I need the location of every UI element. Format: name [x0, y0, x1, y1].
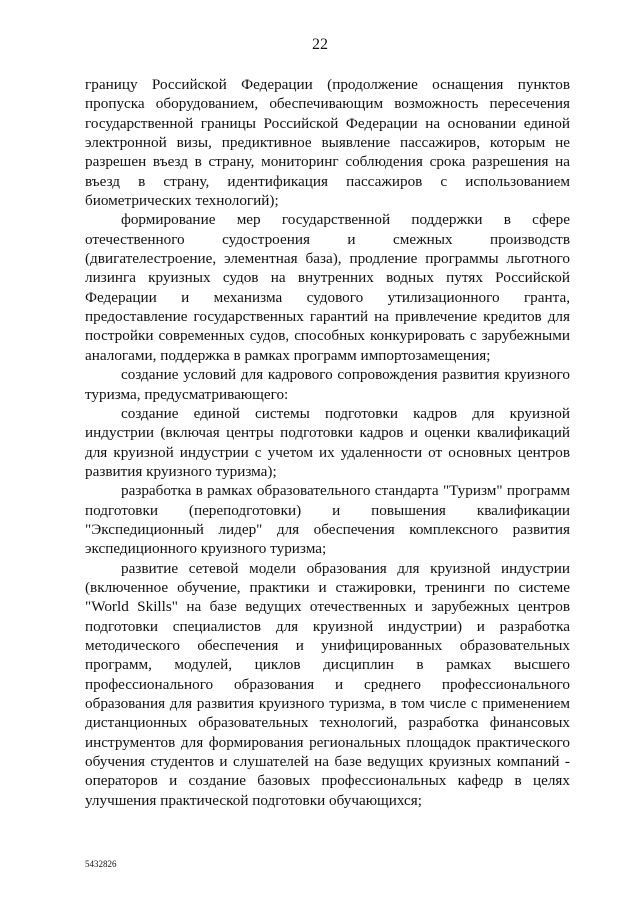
paragraph-network-education: развитие сетевой модели образования для круизной индустрии (включенное обучение, практики и стажировки, тренинги по системе "World Skills" на базе ведущих отечественных и зарубежных центров подготовки специалистов для круизной индустрии) и разработка методического обеспечения и унифицированных образовательных программ, модулей, циклов дисциплин в рамках высшего профессионального образования и среднего профессионального образования для развития круизного туризма, в том числе с применением дистанционных образовательных технологий, разработка финансовых инструментов для формирования региональных площадок практического обучения студентов и слушателей на базе ведущих круизных компаний - операторов и создание базовых профессиональных кафедр в целях улучшения практической подготовки обучающихся; — [85, 559, 570, 809]
paragraph-shipbuilding-support: формирование мер государственной поддержки в сфере отечественного судостроения и смежных производств (двигателестроение, элементная база), продление программы льготного лизинга круизных судов на внутренних водных путях Российской Федерации и механизма судового утилизационного гранта, предоставление государственных гарантий на привлечение кредитов для постройки современных судов, способных конкурировать с зарубежными аналогами, поддержка в рамках программ импортозамещения; — [85, 211, 570, 364]
footer-document-code: 5432826 — [85, 859, 117, 869]
paragraph-staffing-conditions: создание условий для кадрового сопровождения развития круизного туризма, предусматривающего: — [85, 366, 570, 403]
paragraph-training-system: создание единой системы подготовки кадров для круизной индустрии (включая центры подготовки кадров и оценки квалификаций для круизной индустрии с учетом их удаленности от основных центров развития круизного туризма); — [85, 404, 570, 480]
body-text — [85, 75, 570, 810]
paragraph-expedition-leader: разработка в рамках образовательного стандарта "Туризм" программ подготовки (переподготовки) и повышения квалификации "Экспедиционный лидер" для обеспечения комплексного развития экспедиционного круизного туризма; — [85, 482, 570, 558]
paragraph-border-continuation: границу Российской Федерации (продолжение оснащения пунктов пропуска оборудованием, обеспечивающим возможность пересечения государственной границы Российской Федерации на основании единой электронной визы, предиктивное выявление пассажиров, которым не разрешен въезд в страну, мониторинг соблюдения срока разрешения на въезд в страну, идентификация пассажиров с использованием биометрических технологий); — [85, 76, 570, 210]
page-number: 22 — [312, 36, 328, 53]
